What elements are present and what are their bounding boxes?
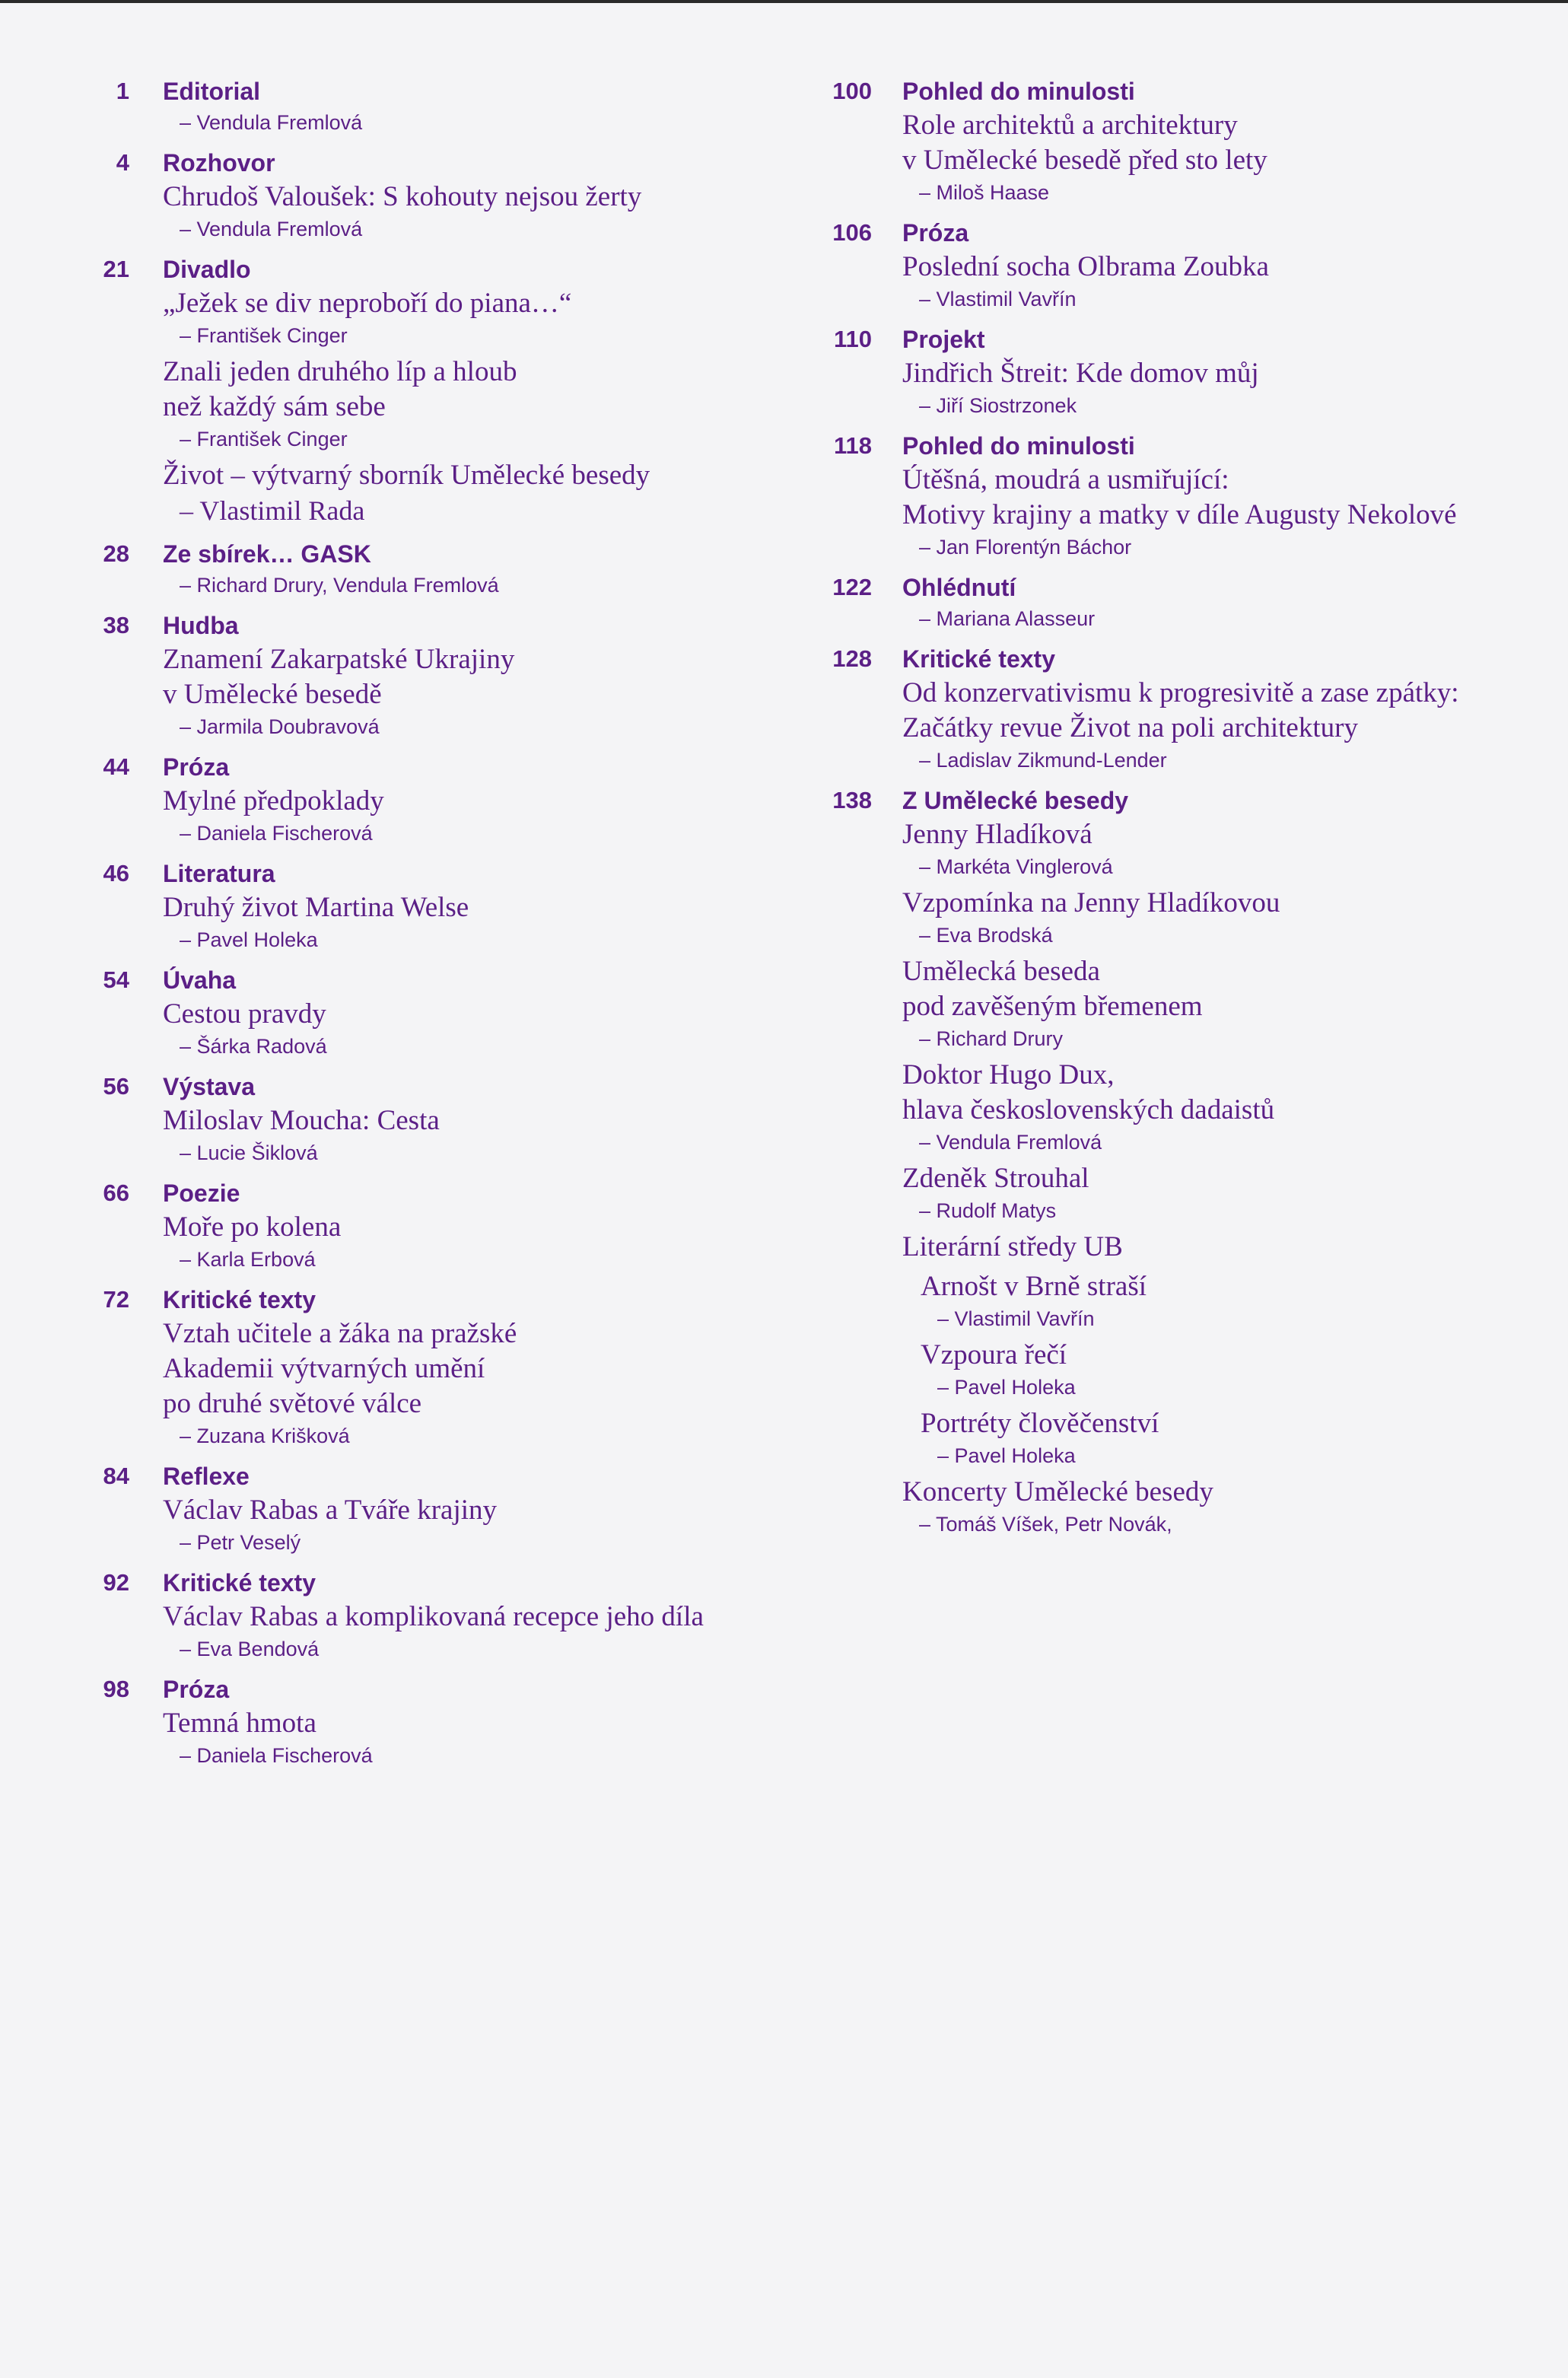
article-title: Zdeněk Strouhal (902, 1163, 1089, 1194)
page-number: 98 (103, 1676, 129, 1702)
article-entry (163, 286, 791, 350)
toc-entry (68, 75, 791, 137)
section-heading: Divadlo (163, 256, 251, 283)
section-heading: Próza (902, 219, 969, 247)
article-title: pod zavěšeným břemenem (902, 991, 1203, 1022)
article-author: – Tomáš Víšek, Petr Novák, (919, 1513, 1172, 1536)
article-author: – František Cinger (180, 324, 348, 347)
page-number: 44 (103, 753, 129, 780)
article-author: – Eva Bendová (180, 1638, 320, 1660)
article-author: – Pavel Holeka (937, 1444, 1076, 1467)
article-entry (163, 1103, 791, 1167)
article-author: – Pavel Holeka (937, 1376, 1076, 1399)
article-title: Začátky revue Život na poli architektury (902, 712, 1358, 743)
article-title: Vztah učitele a žáka na pražské (163, 1318, 517, 1349)
article-entry (902, 356, 1529, 420)
article-author: – Ladislav Zikmund-Lender (919, 749, 1167, 772)
page-number: 1 (116, 78, 129, 104)
article-title: po druhé světové válce (163, 1388, 422, 1419)
toc-entry (68, 1460, 791, 1557)
section-heading: Próza (163, 753, 230, 781)
article-author: – Jarmila Doubravová (180, 715, 380, 738)
page-number: 54 (103, 966, 129, 993)
section-heading: Editorial (163, 78, 261, 105)
article-entry (163, 571, 791, 600)
article-entry (902, 463, 1529, 562)
toc-entry (814, 784, 1529, 1539)
article-title: Role architektů a architektury (902, 110, 1238, 141)
page-number: 28 (103, 540, 129, 567)
toc-entry (68, 146, 791, 244)
section-heading: Rozhovor (163, 149, 275, 177)
section-heading: Pohled do minulosti (902, 432, 1135, 460)
article-author: – Eva Brodská (919, 924, 1053, 947)
page-number: 122 (832, 574, 872, 600)
article-author: – Daniela Fischerová (180, 822, 373, 845)
article-author: – Vendula Fremlová (180, 218, 363, 240)
page-number: 38 (103, 612, 129, 638)
toc-entry (814, 429, 1529, 562)
article-author: – Vendula Fremlová (919, 1131, 1102, 1154)
article-author: – Pavel Holeka (180, 928, 318, 951)
article-title: Poslední socha Olbrama Zoubka (902, 251, 1269, 282)
article-title: v Umělecké besedě před sto lety (902, 145, 1267, 176)
section-heading: Reflexe (163, 1463, 250, 1490)
article-title: Václav Rabas a Tváře krajiny (163, 1495, 498, 1526)
article-entry (163, 1493, 791, 1557)
toc-entry (814, 323, 1529, 420)
page-number: 100 (832, 78, 872, 104)
page-number: 66 (103, 1179, 129, 1206)
article-title: Útěšná, moudrá a usmiřující: (902, 464, 1229, 495)
article-author: – Šárka Radová (180, 1035, 327, 1058)
article-entry (163, 890, 791, 954)
article-entry (163, 458, 791, 528)
article-entry (163, 1706, 791, 1770)
section-heading: Kritické texty (163, 1286, 316, 1313)
toc-entry (68, 1176, 791, 1274)
section-heading: Ze sbírek… GASK (163, 540, 371, 568)
section-heading: Kritické texty (902, 645, 1055, 673)
article-entry (163, 642, 791, 741)
article-title: než každý sám sebe (163, 391, 386, 422)
article-author: – Jan Florentýn Báchor (919, 536, 1132, 559)
article-entry (163, 784, 791, 848)
toc-entry (68, 609, 791, 741)
toc-entry (814, 216, 1529, 314)
toc-entry (68, 537, 791, 600)
article-title: Od konzervativismu k progresivitě a zase zpátky: (902, 677, 1459, 708)
article-entry (902, 1406, 1529, 1470)
article-entry (902, 1475, 1529, 1539)
article-author: – Karla Erbová (180, 1248, 316, 1271)
toc-entry (68, 1673, 791, 1770)
page-number: 106 (832, 219, 872, 246)
toc-entry (68, 1283, 791, 1450)
toc-left-column (68, 75, 791, 1779)
toc-right-column (814, 75, 1529, 1548)
page-number: 21 (103, 256, 129, 282)
article-entry (902, 676, 1529, 775)
article-author: – Vendula Fremlová (180, 111, 363, 134)
article-entry (902, 1338, 1529, 1402)
section-heading: Kritické texty (163, 1569, 316, 1596)
article-title: Doktor Hugo Dux, (902, 1059, 1115, 1090)
toc-entry (68, 750, 791, 848)
article-title: Cestou pravdy (163, 998, 326, 1030)
article-title: v Umělecké besedě (163, 679, 382, 710)
article-entry (902, 817, 1529, 881)
article-title: Vzpoura řečí (921, 1339, 1067, 1370)
toc-entry (814, 642, 1529, 775)
section-heading: Poezie (163, 1179, 240, 1207)
page-number: 92 (103, 1569, 129, 1596)
page-number: 56 (103, 1073, 129, 1100)
article-author: – Zuzana Krišková (180, 1425, 350, 1447)
article-title: hlava československých dadaistů (902, 1094, 1275, 1125)
top-edge-rule (0, 0, 1568, 3)
article-entry (163, 108, 791, 137)
article-title: Temná hmota (163, 1708, 316, 1739)
article-entry (902, 604, 1529, 633)
article-title: Znali jeden druhého líp a hloub (163, 356, 517, 387)
article-title: Život – výtvarný sborník Umělecké besedy (163, 460, 650, 491)
toc-entry (68, 963, 791, 1061)
section-heading: Literatura (163, 860, 275, 887)
section-heading: Výstava (163, 1073, 255, 1100)
page-number: 4 (116, 149, 129, 176)
article-entry (163, 355, 791, 454)
article-title: Literární středy UB (902, 1231, 1123, 1262)
article-title: Portréty člověčenství (921, 1408, 1159, 1439)
section-heading: Ohlédnutí (902, 574, 1016, 601)
article-author: – Markéta Vinglerová (919, 855, 1113, 878)
article-title: „Ježek se div neproboří do piana…“ (163, 288, 572, 319)
article-entry (163, 1316, 791, 1450)
page-number: 128 (832, 645, 872, 672)
article-author: – Mariana Alasseur (919, 607, 1096, 630)
article-entry (902, 1161, 1529, 1225)
article-author: – Jiří Siostrzonek (919, 394, 1077, 417)
article-title: Arnošt v Brně straší (921, 1271, 1147, 1302)
page-number: 138 (832, 787, 872, 813)
article-title: Chrudoš Valoušek: S kohouty nejsou žerty (163, 181, 642, 212)
article-author: – Miloš Haase (919, 181, 1050, 204)
article-title: Jenny Hladíková (902, 819, 1093, 850)
page-number: 46 (103, 860, 129, 887)
article-entry (902, 886, 1529, 950)
article-author: – Vlastimil Vavřín (937, 1307, 1095, 1330)
page-number: 72 (103, 1286, 129, 1313)
article-author: – Daniela Fischerová (180, 1744, 373, 1767)
toc-entry (68, 1566, 791, 1663)
article-entry (902, 250, 1529, 314)
article-title: Akademii výtvarných umění (163, 1353, 485, 1384)
toc-entry (814, 571, 1529, 633)
article-author: – Lucie Šiklová (180, 1141, 318, 1164)
article-entry (163, 997, 791, 1061)
article-entry (163, 180, 791, 244)
section-heading: Projekt (902, 326, 985, 353)
article-title: Mylné předpoklady (163, 785, 384, 817)
article-title: Motivy krajiny a matky v díle Augusty Nekolové (902, 499, 1457, 530)
article-title: Václav Rabas a komplikovaná recepce jeho díla (163, 1601, 704, 1632)
article-title: Jindřich Štreit: Kde domov můj (902, 358, 1259, 389)
page-number: 118 (833, 432, 872, 459)
article-author: – Petr Veselý (180, 1531, 301, 1554)
article-entry (163, 1210, 791, 1274)
section-heading: Pohled do minulosti (902, 78, 1135, 105)
section-heading: Z Umělecké besedy (902, 787, 1129, 814)
article-entry (902, 108, 1529, 207)
section-heading: Úvaha (163, 966, 237, 994)
article-title: Znamení Zakarpatské Ukrajiny (163, 644, 515, 675)
article-entry (163, 1600, 791, 1663)
section-heading: Próza (163, 1676, 230, 1703)
toc-entry (68, 253, 791, 528)
toc-entry (814, 75, 1529, 207)
article-author: – Richard Drury (919, 1027, 1064, 1050)
article-title: Koncerty Umělecké besedy (902, 1476, 1213, 1507)
article-title: Vzpomínka na Jenny Hladíkovou (902, 887, 1280, 918)
article-title: Moře po kolena (163, 1211, 342, 1243)
article-author: – František Cinger (180, 428, 348, 450)
page-number: 110 (833, 326, 872, 352)
article-author: – Vlastimil Rada (180, 495, 365, 526)
article-entry (902, 1230, 1529, 1265)
toc-entry (68, 1070, 791, 1167)
section-heading: Hudba (163, 612, 239, 639)
article-title: Umělecká beseda (902, 956, 1100, 987)
article-entry (902, 1269, 1529, 1333)
article-author: – Richard Drury, Vendula Fremlová (180, 574, 499, 597)
article-title: Druhý život Martina Welse (163, 892, 469, 923)
page-number: 84 (103, 1463, 129, 1489)
article-entry (902, 1058, 1529, 1157)
article-entry (902, 954, 1529, 1053)
article-author: – Rudolf Matys (919, 1199, 1057, 1222)
article-author: – Vlastimil Vavřín (919, 288, 1077, 310)
toc-entry (68, 857, 791, 954)
article-title: Miloslav Moucha: Cesta (163, 1105, 440, 1136)
